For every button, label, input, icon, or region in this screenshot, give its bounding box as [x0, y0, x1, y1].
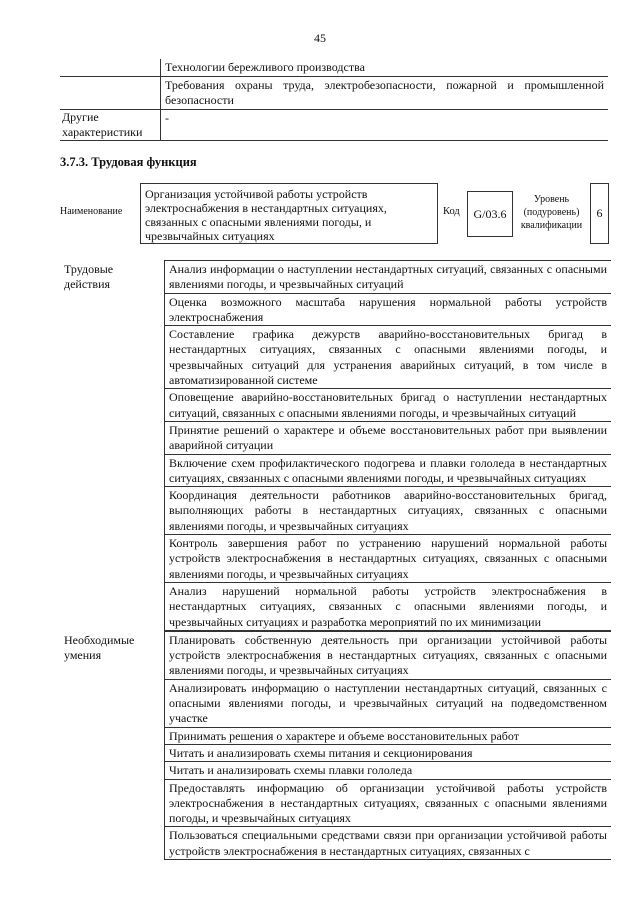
- page-number: 45: [314, 31, 326, 45]
- table-cell: Технологии бережливого производства: [165, 60, 365, 74]
- list-item: Принимать решения о характере и объеме восстановительных работ: [165, 728, 611, 745]
- list-item: Координация деятельности работников аварийно-восстановительных бригад, выполняющих работы в нестандартных ситуациях, связанных с опасными явлениями погоды, и чрезвычайных ситуациях: [165, 487, 611, 535]
- code-box: [467, 191, 513, 237]
- table-cell: Требования охраны труда, электробезопасности, пожарной и промышленной безопасности: [165, 78, 604, 107]
- list-item: Оценка возможного масштаба нарушения нормальной работы устройств электроснабжения: [165, 294, 611, 327]
- required-skills-label: Необходимые умения: [64, 632, 135, 663]
- labor-actions-group: [60, 260, 611, 631]
- function-name-box: Организация устойчивой работы устройств электроснабжения в нестандартных ситуациях, связанных с опасными явлениями погоды, и чрезвычайных ситуациях: [140, 183, 438, 244]
- labor-actions-label: Трудовые действия: [64, 262, 114, 292]
- table-row: [60, 110, 608, 141]
- code-value: G/03.6: [473, 206, 507, 221]
- list-item: Контроль завершения работ по устранению нарушений нормальной работы устройств электроснабжения в нестандартных ситуациях, связанных с опасными явлениями погоды, и чрезвычайных ситуациях: [165, 535, 611, 583]
- list-item: Читать и анализировать схемы плавки гололеда: [165, 762, 611, 779]
- list-item: Планировать собственную деятельность при организации устойчивой работы устройств электроснабжения в нестандартных ситуациях, связанных с опасными явлениями погоды, и чрезвычайных ситуациях: [165, 631, 611, 680]
- code-label: Код: [443, 206, 460, 217]
- list-item: Читать и анализировать схемы питания и секционирования: [165, 745, 611, 762]
- name-label: Наименование: [60, 206, 123, 217]
- required-skills-group: [60, 631, 611, 860]
- function-details-table: [60, 260, 611, 860]
- table-row: [60, 77, 608, 110]
- list-item: Анализ информации о наступлении нестандартных ситуаций, связанных с опасными явлениями погоды, и чрезвычайных ситуаций: [165, 260, 611, 294]
- row-label-empty: [60, 59, 161, 76]
- other-characteristics-label: Другие характеристики: [60, 110, 161, 140]
- list-item: Анализировать информацию о наступлении нестандартных ситуаций, связанных с опасными явлениями погоды, и чрезвычайных ситуаций на подведомственном участке: [165, 680, 611, 728]
- row-label-empty: [60, 77, 161, 109]
- characteristics-table: [60, 59, 608, 141]
- list-item: Включение схем профилактического подогрева и плавки гололеда в нестандартных ситуациях, связанных с опасными явлениями погоды, и чрезвычайных ситуациях: [165, 455, 611, 488]
- list-item: Анализ нарушений нормальной работы устройств электроснабжения в нестандартных ситуациях, связанных с опасными явлениями погоды, и чрезвычайных ситуациях и разработка мероприятий по их минимизации: [165, 583, 611, 631]
- labor-actions-list: [164, 260, 611, 631]
- level-box: [590, 183, 609, 244]
- list-item: Принятие решений о характере и объеме восстановительных работ при выявлении аварийной ситуации: [165, 422, 611, 455]
- other-characteristics-value: -: [165, 111, 169, 125]
- level-label: Уровень (подуровень) квалификации: [520, 194, 583, 231]
- required-skills-list: [164, 631, 611, 860]
- section-title: 3.7.3. Трудовая функция: [60, 155, 197, 169]
- list-item: Пользоваться специальными средствами связи при организации устойчивой работы устройств электроснабжения в нестандартных ситуациях, связанных с: [165, 827, 611, 860]
- list-item: Предоставлять информацию об организации устойчивой работы устройств электроснабжения в нестандартных ситуациях, связанных с опасными явлениями погоды, и чрезвычайных ситуациях: [165, 780, 611, 828]
- list-item: Составление графика дежурств аварийно-восстановительных бригад в нестандартных ситуациях, связанных с опасными явлениями погоды, и чрезвычайных ситуаций для устранения аварийных ситуаций, в том числе в автоматизированной системе: [165, 326, 611, 389]
- table-row: [60, 59, 608, 77]
- level-value: 6: [596, 206, 603, 220]
- list-item: Оповещение аварийно-восстановительных бригад о наступлении нестандартных ситуаций, связанных с опасными явлениями погоды, и чрезвычайных ситуаций: [165, 389, 611, 422]
